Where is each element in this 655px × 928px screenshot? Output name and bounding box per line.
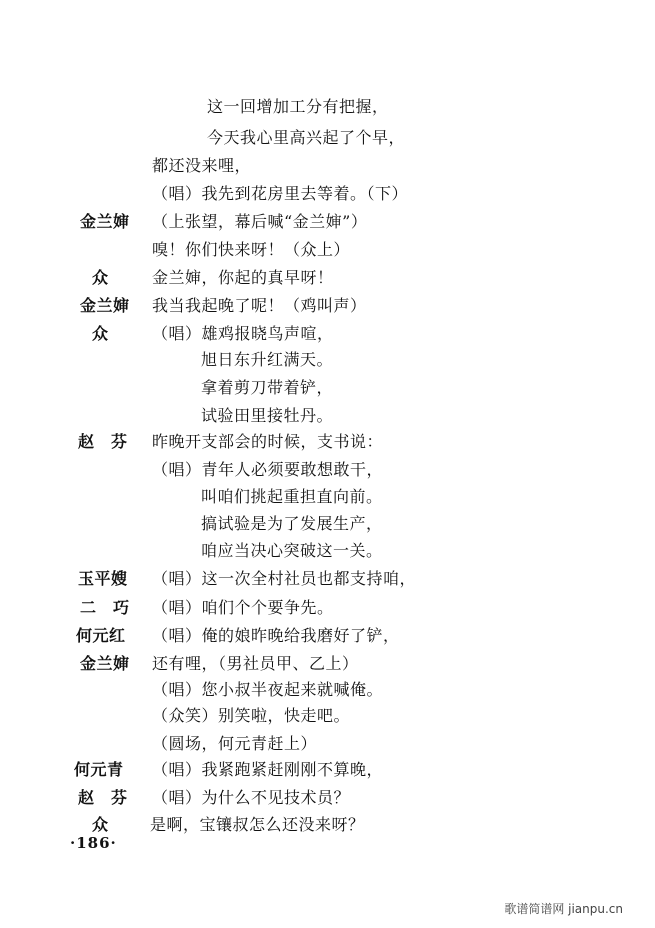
script-line: 搞试验是为了发展生产， <box>201 514 383 533</box>
speaker-name: 金兰婶 <box>80 212 130 231</box>
speaker-name: 赵 芬 <box>78 432 128 451</box>
speaker-name: 金兰婶 <box>80 296 130 315</box>
script-line: 我当我起晚了呢！（鸡叫声） <box>152 296 367 315</box>
script-line: （唱）雄鸡报晓鸟声喧， <box>152 324 334 343</box>
speaker-name: 众 <box>92 815 109 834</box>
speaker-name: 何元青 <box>74 760 124 779</box>
script-line: 还有哩，（男社员甲、乙上） <box>152 654 359 673</box>
script-line: 这一回增加工分有把握， <box>207 97 389 116</box>
script-line: （唱）咱们个个要争先。 <box>152 598 334 617</box>
script-line: 旭日东升红满天。 <box>201 350 334 369</box>
script-line: 咱应当决心突破这一关。 <box>201 541 383 560</box>
script-line: 昨晚开支部会的时候，支书说： <box>152 432 384 451</box>
page-number: ·186· <box>70 834 117 852</box>
speaker-name: 赵 芬 <box>78 788 128 807</box>
speaker-name: 玉平嫂 <box>78 569 128 588</box>
script-line: （唱）我紧跑紧赶刚刚不算晚， <box>152 760 384 779</box>
script-line: 嗅！你们快来呀！（众上） <box>152 240 351 259</box>
speaker-name: 金兰婶 <box>80 654 130 673</box>
script-line: （唱）这一次全村社员也都支持咱， <box>152 569 417 588</box>
script-line: （圆场，何元青赶上） <box>152 734 318 753</box>
speaker-name: 众 <box>92 268 109 287</box>
script-line: （唱）我先到花房里去等着。（下） <box>152 184 409 203</box>
script-line: 金兰婶，你起的真早呀！ <box>152 268 334 287</box>
script-line: 试验田里接牡丹。 <box>201 406 334 425</box>
script-line: （唱）您小叔半夜起来就喊俺。 <box>152 680 384 699</box>
script-line: （唱）青年人必须要敢想敢干， <box>152 460 384 479</box>
speaker-name: 二 巧 <box>80 598 130 617</box>
script-line: （众笑）别笑啦，快走吧。 <box>152 706 351 725</box>
speaker-name: 何元红 <box>76 626 126 645</box>
speaker-name: 众 <box>92 324 109 343</box>
watermark: 歌谱简谱网 jianpu.cn <box>504 902 623 916</box>
script-line: 叫咱们挑起重担直向前。 <box>201 487 383 506</box>
script-line: 都还没来哩， <box>152 156 252 175</box>
script-line: 是啊，宝镶叔怎么还没来呀？ <box>150 815 365 834</box>
script-line: 拿着剪刀带着铲， <box>201 378 334 397</box>
script-line: （上张望，幕后喊“金兰婶”） <box>152 212 368 231</box>
script-line: 今天我心里高兴起了个早， <box>207 128 406 147</box>
script-line: （唱）为什么不见技术员？ <box>152 788 351 807</box>
script-line: （唱）俺的娘昨晚给我磨好了铲， <box>152 626 400 645</box>
